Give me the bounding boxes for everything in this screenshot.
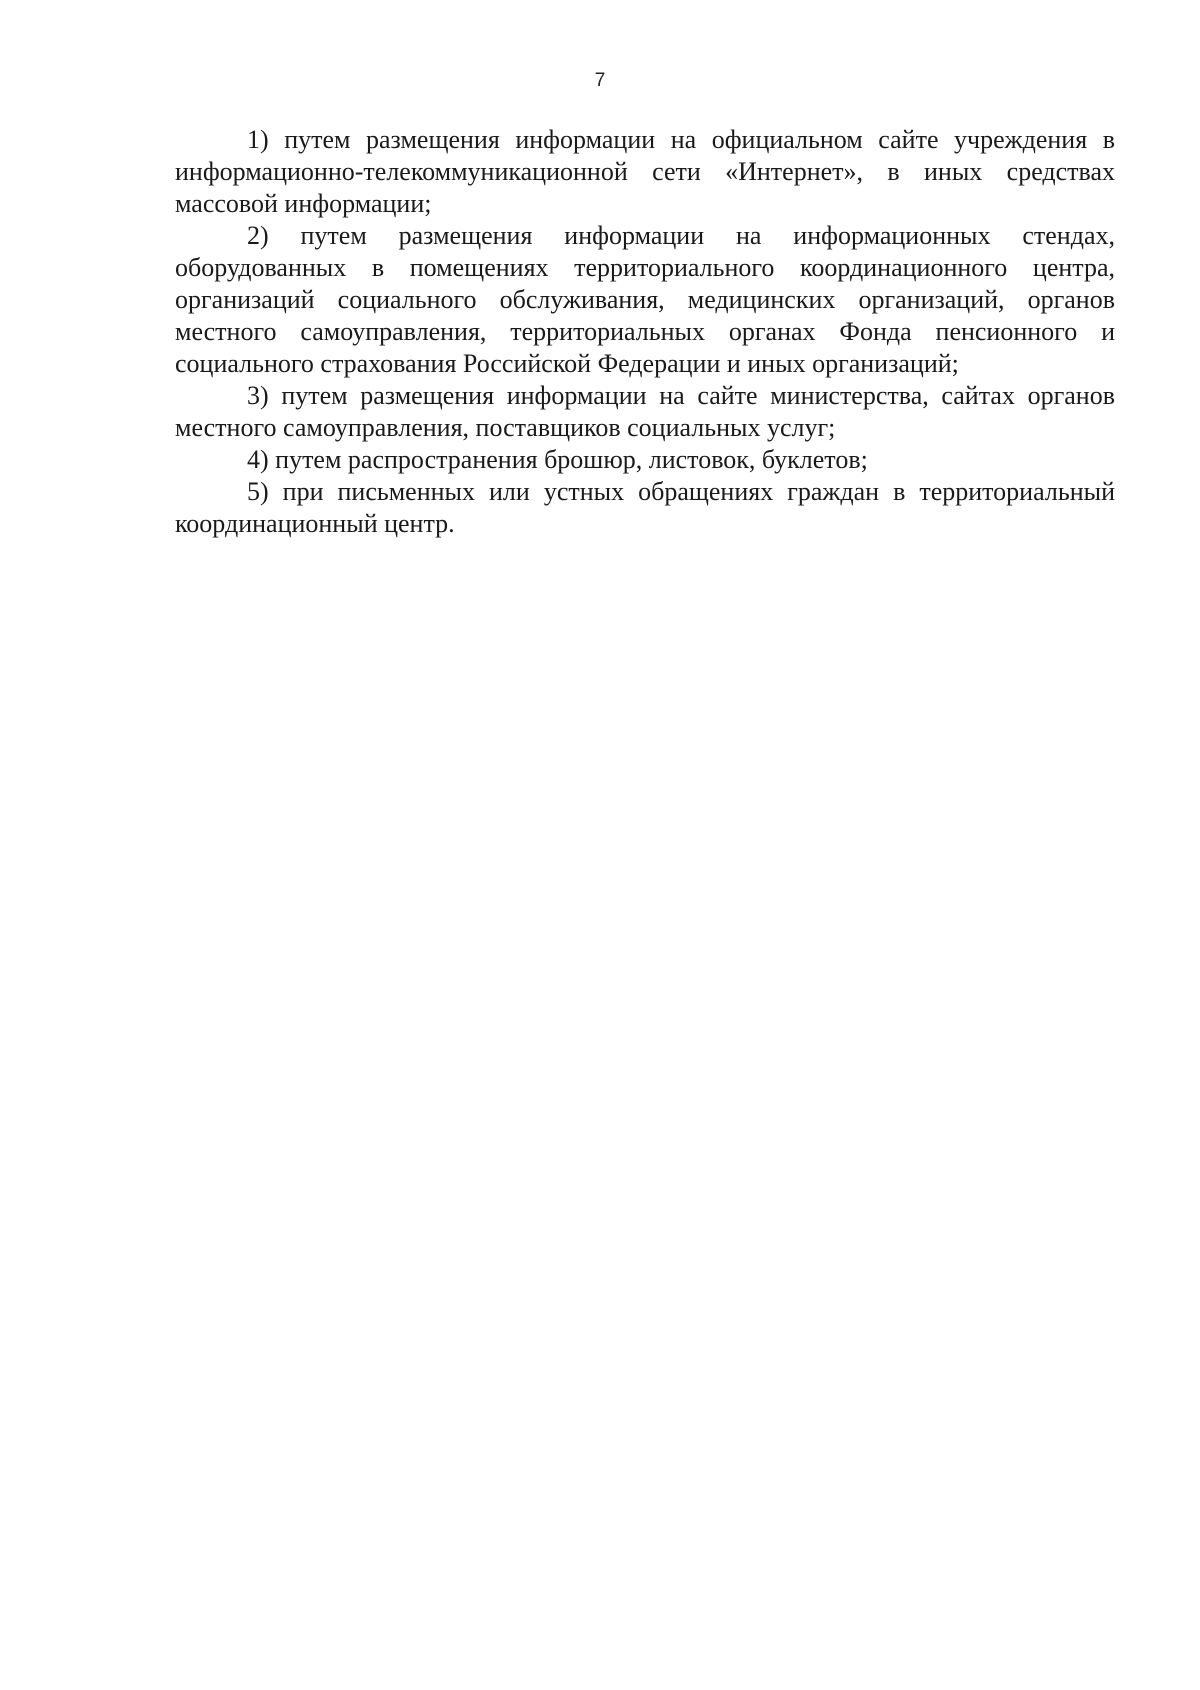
document-body (175, 124, 1115, 540)
list-item-5: 5) при письменных или устных обращениях граждан в территориальный координационный центр. (175, 477, 1115, 538)
list-item-4: 4) путем распространения брошюр, листовок, буклетов; (247, 445, 868, 474)
page-number: 7 (594, 70, 606, 91)
list-item-2: 2) путем размещения информации на информационных стендах, оборудованных в помещениях территориального координационного центра, организаций социального обслуживания, медицинских организаций, органов местного самоуправления, территориальных органах Фонда пенсионного и социального страхования Российской Федерации и иных организаций; (175, 221, 1115, 378)
list-item-3: 3) путем размещения информации на сайте министерства, сайтах органов местного самоуправления, поставщиков социальных услуг; (175, 381, 1115, 442)
list-item-1: 1) путем размещения информации на официальном сайте учреждения в информационно-телекоммуникационной сети «Интернет», в иных средствах массовой информации; (175, 125, 1115, 218)
